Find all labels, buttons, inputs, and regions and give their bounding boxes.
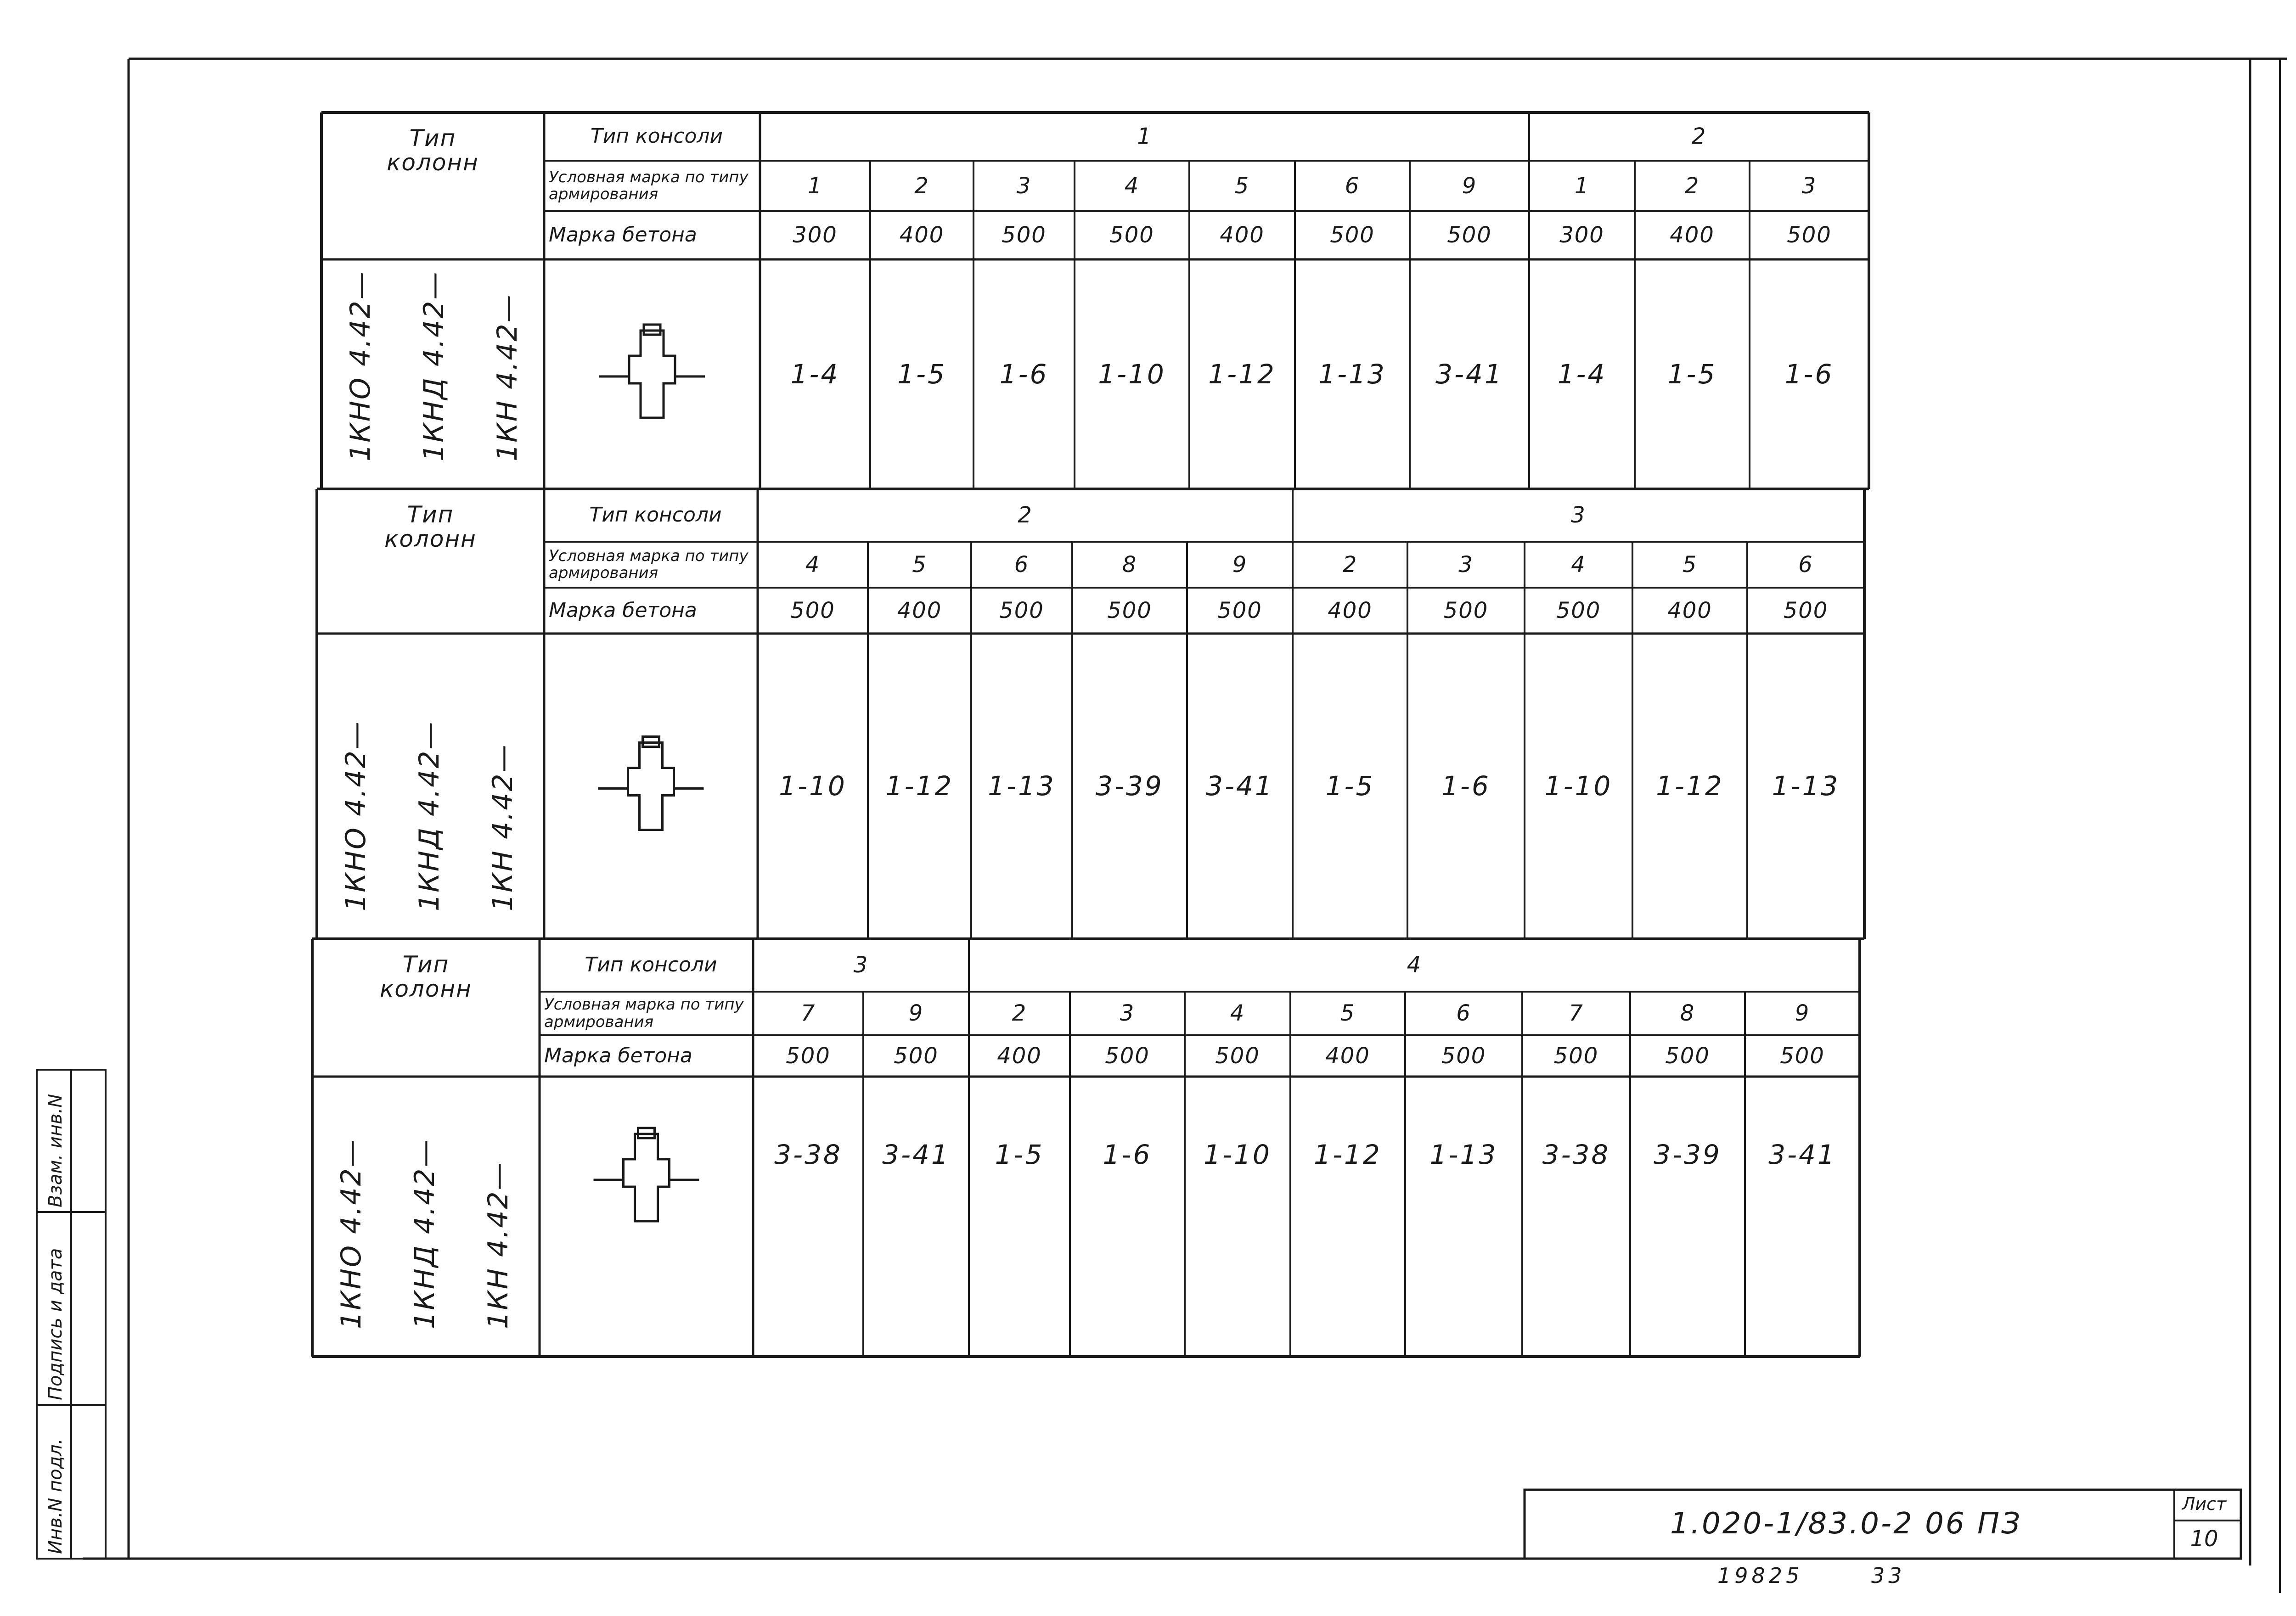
console-group-0-1: 2: [1691, 123, 1707, 150]
concrete-grade-1-2: 500: [999, 597, 1044, 623]
concrete-grade-1-9: 500: [1783, 597, 1829, 623]
concrete-label-2: Марка бетона: [544, 1044, 692, 1067]
column-mark-1-0: 1КНО 4.42—: [340, 720, 372, 911]
concrete-label-1: Марка бетона: [549, 598, 697, 622]
sheet-range-2-4: 1-10: [1204, 1139, 1272, 1170]
concrete-grade-0-9: 500: [1787, 222, 1832, 248]
concrete-grade-1-3: 500: [1107, 597, 1152, 623]
concrete-grade-2-6: 500: [1441, 1043, 1486, 1069]
sheet-range-1-9: 1-13: [1772, 770, 1840, 802]
sheet-range-1-5: 1-5: [1325, 770, 1375, 802]
reinforcement-mark-0-5: 6: [1345, 173, 1360, 199]
column-mark-1-2: 1КН 4.42—: [487, 743, 519, 911]
reinforcement-label-0: Условная марка по типу армирования: [549, 168, 748, 203]
sheet-range-0-2: 1-6: [999, 358, 1049, 390]
sheet-range-2-5: 1-12: [1314, 1139, 1382, 1170]
stamp-vzam-inv: Взам. инв.N: [45, 1094, 66, 1207]
console-group-2-0: 3: [853, 952, 869, 978]
reinforcement-mark-1-3: 8: [1122, 551, 1137, 578]
concrete-grade-2-7: 500: [1553, 1043, 1599, 1069]
reinforcement-mark-2-9: 9: [1795, 1000, 1810, 1027]
column-section-sketch-1: [598, 737, 704, 830]
sheet-range-1-2: 1-13: [988, 770, 1056, 802]
column-mark-1-1: 1КНД 4.42—: [413, 720, 445, 911]
reinforcement-mark-1-6: 3: [1458, 551, 1474, 578]
sheet-range-2-0: 3-38: [774, 1139, 842, 1170]
reinforcement-mark-2-4: 4: [1230, 1000, 1245, 1027]
reinforcement-mark-1-2: 6: [1014, 551, 1030, 578]
column-mark-0-0: 1КНО 4.42—: [344, 270, 377, 461]
reinforcement-mark-2-5: 5: [1340, 1000, 1356, 1027]
reinforcement-mark-2-0: 7: [800, 1000, 816, 1027]
sheet-range-0-5: 1-13: [1318, 358, 1386, 390]
sheet-label: Лист: [2182, 1494, 2227, 1515]
console-type-label-2: Тип консоли: [585, 953, 717, 977]
column-mark-2-1: 1КНД 4.42—: [409, 1138, 441, 1329]
column-mark-0-2: 1КН 4.42—: [491, 293, 523, 461]
reinforcement-mark-2-8: 8: [1680, 1000, 1695, 1027]
reinforcement-mark-1-8: 5: [1682, 551, 1698, 578]
sheet-range-1-7: 1-10: [1544, 770, 1613, 802]
stamp-podpis-data: Подпись и дата: [45, 1248, 66, 1400]
concrete-grade-1-0: 500: [790, 597, 835, 623]
sheet-range-0-1: 1-5: [897, 358, 946, 390]
concrete-grade-2-3: 500: [1105, 1043, 1150, 1069]
sheet-range-0-8: 1-5: [1667, 358, 1717, 390]
footer-number-right: 33: [1871, 1563, 1906, 1588]
reinforcement-mark-1-4: 9: [1232, 551, 1248, 578]
console-group-1-1: 3: [1571, 502, 1586, 528]
reinforcement-mark-1-9: 6: [1798, 551, 1813, 578]
column-mark-2-0: 1КНО 4.42—: [335, 1138, 367, 1329]
stamp-inv-podl: Инв.N подл.: [45, 1438, 66, 1554]
sheet-range-2-8: 3-39: [1654, 1139, 1722, 1170]
reinforcement-mark-2-2: 2: [1012, 1000, 1027, 1027]
concrete-grade-2-9: 500: [1780, 1043, 1825, 1069]
console-type-label-1: Тип консоли: [589, 503, 722, 527]
concrete-grade-0-1: 400: [899, 222, 945, 248]
concrete-grade-0-0: 300: [793, 222, 838, 248]
reinforcement-mark-2-6: 6: [1456, 1000, 1471, 1027]
column-type-label-0: Тип колонн: [387, 125, 479, 176]
sheet-number: 10: [2190, 1526, 2218, 1552]
reinforcement-mark-1-5: 2: [1342, 551, 1358, 578]
sheet-range-1-4: 3-41: [1206, 770, 1274, 802]
column-mark-0-1: 1КНД 4.42—: [418, 270, 450, 461]
concrete-grade-2-2: 400: [997, 1043, 1042, 1069]
console-group-2-1: 4: [1407, 952, 1422, 978]
sheet-range-0-9: 1-6: [1784, 358, 1834, 390]
concrete-grade-1-4: 500: [1217, 597, 1262, 623]
reinforcement-mark-0-9: 3: [1801, 173, 1817, 199]
footer-number-left: 19825: [1717, 1563, 1803, 1588]
reinforcement-mark-0-2: 3: [1016, 173, 1032, 199]
sheet-range-2-2: 1-5: [995, 1139, 1044, 1170]
sheet-range-0-3: 1-10: [1098, 358, 1166, 390]
concrete-grade-0-4: 400: [1220, 222, 1265, 248]
reinforcement-mark-2-3: 3: [1120, 1000, 1135, 1027]
concrete-grade-2-5: 400: [1325, 1043, 1370, 1069]
reinforcement-mark-1-7: 4: [1571, 551, 1586, 578]
concrete-grade-0-8: 400: [1670, 222, 1715, 248]
reinforcement-mark-0-1: 2: [914, 173, 929, 199]
reinforcement-mark-0-8: 2: [1684, 173, 1700, 199]
column-type-label-1: Тип колонн: [384, 501, 477, 552]
reinforcement-mark-0-3: 4: [1124, 173, 1140, 199]
reinforcement-mark-1-1: 5: [912, 551, 927, 578]
reinforcement-mark-2-7: 7: [1569, 1000, 1584, 1027]
sheet-range-2-6: 1-13: [1429, 1139, 1498, 1170]
sheet-range-1-0: 1-10: [779, 770, 847, 802]
sheet-range-2-3: 1-6: [1103, 1139, 1152, 1170]
column-section-sketch-2: [594, 1128, 699, 1221]
sheet-range-0-6: 3-41: [1435, 358, 1503, 390]
console-group-0-0: 1: [1137, 123, 1152, 150]
concrete-grade-1-6: 500: [1443, 597, 1489, 623]
concrete-grade-0-5: 500: [1330, 222, 1375, 248]
concrete-label-0: Марка бетона: [549, 223, 697, 247]
column-section-sketch-0: [599, 325, 705, 418]
reinforcement-label-1: Условная марка по типу армирования: [549, 546, 748, 582]
sheet-range-0-7: 1-4: [1557, 358, 1607, 390]
concrete-grade-2-1: 500: [894, 1043, 939, 1069]
reinforcement-label-2: Условная марка по типу армирования: [544, 995, 744, 1031]
sheet-range-1-1: 1-12: [885, 770, 954, 802]
sheet-range-1-6: 1-6: [1441, 770, 1491, 802]
reinforcement-mark-2-1: 9: [908, 1000, 924, 1027]
reinforcement-mark-0-0: 1: [807, 173, 823, 199]
reinforcement-mark-0-7: 1: [1574, 173, 1590, 199]
sheet-range-2-1: 3-41: [882, 1139, 950, 1170]
sheet-range-1-3: 3-39: [1096, 770, 1164, 802]
column-mark-2-2: 1КН 4.42—: [482, 1161, 514, 1329]
sheet-range-2-9: 3-41: [1768, 1139, 1836, 1170]
console-type-label-0: Тип консоли: [590, 124, 723, 148]
concrete-grade-0-3: 500: [1109, 222, 1154, 248]
concrete-grade-1-1: 400: [897, 597, 942, 623]
concrete-grade-0-6: 500: [1447, 222, 1492, 248]
concrete-grade-1-5: 400: [1328, 597, 1373, 623]
column-type-label-2: Тип колонн: [380, 951, 472, 1002]
concrete-grade-1-8: 400: [1667, 597, 1712, 623]
concrete-grade-0-2: 500: [1002, 222, 1047, 248]
concrete-grade-1-7: 500: [1556, 597, 1601, 623]
reinforcement-mark-0-6: 9: [1462, 173, 1477, 199]
sheet-range-0-0: 1-4: [790, 358, 840, 390]
concrete-grade-2-0: 500: [786, 1043, 831, 1069]
concrete-grade-2-4: 500: [1215, 1043, 1260, 1069]
reinforcement-mark-1-0: 4: [805, 551, 821, 578]
console-group-1-0: 2: [1018, 502, 1033, 528]
doc-code: 1.020-1/83.0-2 06 ПЗ: [1670, 1507, 2022, 1541]
concrete-grade-0-7: 300: [1559, 222, 1604, 248]
sheet-range-2-7: 3-38: [1542, 1139, 1610, 1170]
reinforcement-mark-0-4: 5: [1234, 173, 1250, 199]
concrete-grade-2-8: 500: [1665, 1043, 1710, 1069]
sheet-range-1-8: 1-12: [1656, 770, 1724, 802]
sheet-range-0-4: 1-12: [1208, 358, 1276, 390]
